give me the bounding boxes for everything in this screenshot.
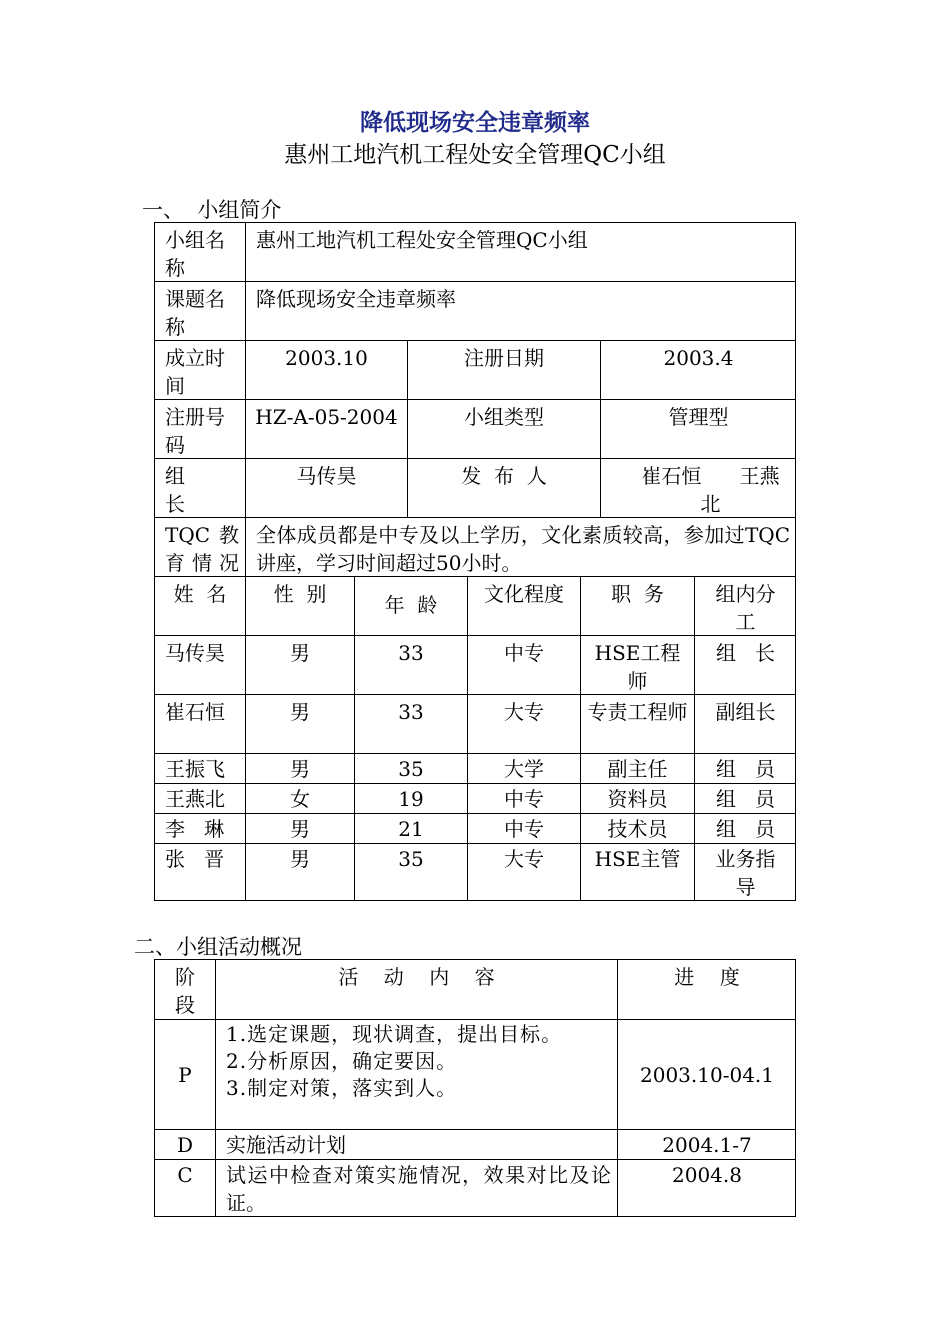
member-gender: 男 xyxy=(245,753,354,783)
activity-content: 实施活动计划 xyxy=(215,1129,617,1159)
member-role: 组 员 xyxy=(694,783,796,813)
member-gender: 女 xyxy=(245,783,354,813)
tqc-value-text: 全体成员都是中专及以上学历，文化素质较高，参加过TQC讲座，学习时间超过50小时。 xyxy=(256,523,790,575)
reg-no-value: HZ-A-05-2004 xyxy=(245,399,407,458)
member-name: 马传昊 xyxy=(154,635,245,694)
member-education: 中专 xyxy=(467,783,580,813)
member-role: 组 员 xyxy=(694,753,796,783)
activity-content-text: 试运中检查对策实施情况，效果对比及论证。 xyxy=(226,1163,611,1215)
member-education: 中专 xyxy=(467,813,580,843)
activity-stage: D xyxy=(154,1129,215,1159)
leader-label xyxy=(154,458,245,517)
member-gender: 男 xyxy=(245,694,354,753)
document-title: 降低现场安全违章频率 xyxy=(360,109,590,136)
topic-label: 课题名称 xyxy=(154,281,245,340)
members-header-name: 姓 名 xyxy=(154,576,245,635)
document-subtitle: 惠州工地汽机工程处安全管理QC小组 xyxy=(284,142,666,168)
member-name: 王燕北 xyxy=(154,783,245,813)
group-name-value: 惠州工地汽机工程处安全管理QC小组 xyxy=(245,222,796,281)
member-position: 技术员 xyxy=(580,813,694,843)
member-age: 33 xyxy=(354,635,467,694)
table-border-bottom xyxy=(154,900,796,901)
activity-content-text: 1.选定课题，现状调查，提出目标。 2.分析原因，确定要因。 3.制定对策，落实到人。 xyxy=(226,1022,563,1100)
tqc-label xyxy=(154,517,245,576)
member-age: 35 xyxy=(354,753,467,783)
member-age: 21 xyxy=(354,813,467,843)
topic-value: 降低现场安全违章频率 xyxy=(245,281,796,340)
member-age: 35 xyxy=(354,843,467,901)
member-position: 副主任 xyxy=(580,753,694,783)
activity-progress: 2003.10-04.1 xyxy=(617,1019,796,1129)
member-gender: 男 xyxy=(245,813,354,843)
publisher-value-text: 崔石恒 王燕北 xyxy=(641,464,780,516)
members-header-position: 职 务 xyxy=(580,576,694,635)
activity-stage: P xyxy=(154,1019,215,1129)
activity-header-content: 活 动 内 容 xyxy=(215,959,617,1019)
publisher-label: 发 布 人 xyxy=(407,458,600,517)
section-heading-activity: 二、小组活动概况 xyxy=(134,935,302,959)
member-gender: 男 xyxy=(245,635,354,694)
founded-value: 2003.10 xyxy=(245,340,407,399)
members-header-gender: 性 别 xyxy=(245,576,354,635)
reg-no-label: 注册号码 xyxy=(154,399,245,458)
activity-stage: C xyxy=(154,1159,215,1217)
member-role: 副组长 xyxy=(694,694,796,753)
members-header-age: 年 龄 xyxy=(354,576,467,635)
leader-label-text: 组 长 xyxy=(165,464,185,516)
reg-date-value: 2003.4 xyxy=(600,340,796,399)
members-header-education: 文化程度 xyxy=(467,576,580,635)
type-value: 管理型 xyxy=(600,399,796,458)
member-role: 业务指导 xyxy=(694,843,796,901)
member-education: 大专 xyxy=(467,843,580,901)
member-name: 崔石恒 xyxy=(154,694,245,753)
founded-label: 成立时间 xyxy=(154,340,245,399)
leader-value: 马传昊 xyxy=(245,458,407,517)
member-position: HSE工程师 xyxy=(580,635,694,694)
member-education: 大专 xyxy=(467,694,580,753)
member-education: 中专 xyxy=(467,635,580,694)
activity-header-progress: 进 度 xyxy=(617,959,796,1019)
member-age: 33 xyxy=(354,694,467,753)
type-label: 小组类型 xyxy=(407,399,600,458)
member-age: 19 xyxy=(354,783,467,813)
member-position: 资料员 xyxy=(580,783,694,813)
member-role: 组 员 xyxy=(694,813,796,843)
member-position: HSE主管 xyxy=(580,843,694,901)
activity-progress: 2004.8 xyxy=(617,1159,796,1217)
activity-progress: 2004.1-7 xyxy=(617,1129,796,1159)
member-gender: 男 xyxy=(245,843,354,901)
section-heading-intro: 一、 小组简介 xyxy=(142,198,282,222)
publisher-value xyxy=(600,458,796,517)
tqc-label-text: TQC 教育情况 xyxy=(165,523,239,575)
tqc-value xyxy=(245,517,796,576)
reg-date-label: 注册日期 xyxy=(407,340,600,399)
member-name: 王振飞 xyxy=(154,753,245,783)
member-education: 大学 xyxy=(467,753,580,783)
member-role: 组 长 xyxy=(694,635,796,694)
member-position: 专责工程师 xyxy=(580,694,694,753)
group-name-label: 小组名称 xyxy=(154,222,245,281)
members-header-role: 组内分工 xyxy=(694,576,796,635)
table-border-right xyxy=(795,222,796,901)
member-name: 李 琳 xyxy=(154,813,245,843)
activity-header-stage: 阶段 xyxy=(154,959,215,1019)
member-name: 张 晋 xyxy=(154,843,245,901)
